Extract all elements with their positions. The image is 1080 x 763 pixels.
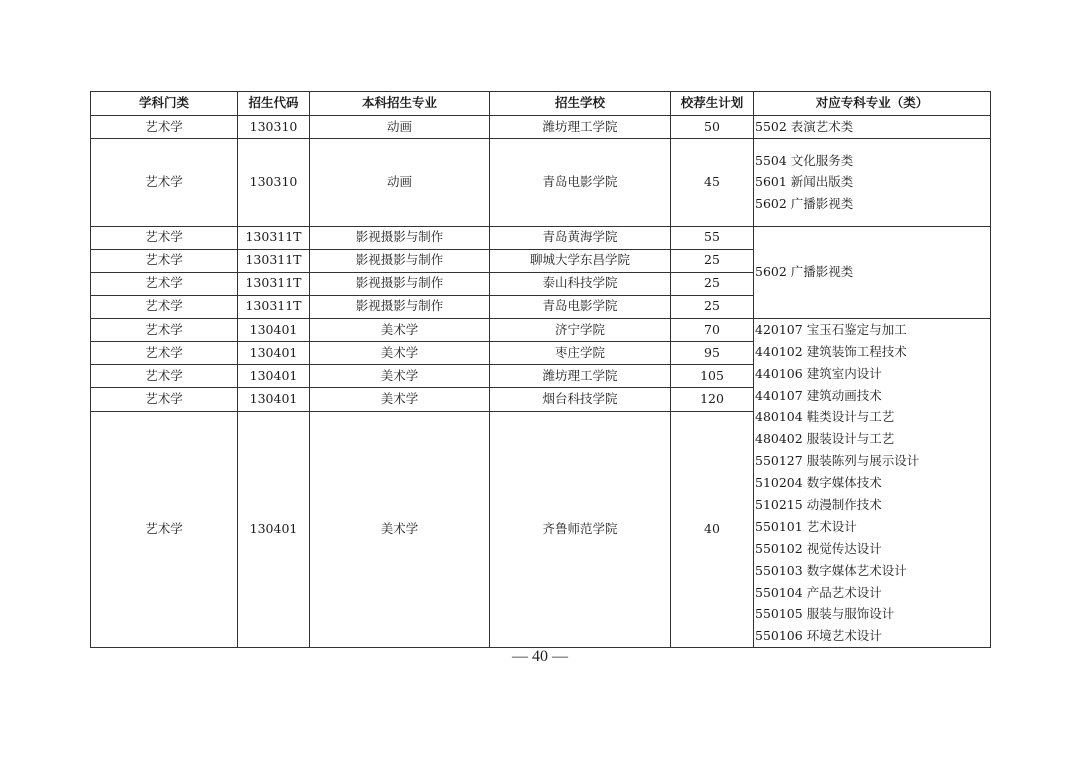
cell-cat: 艺术学 bbox=[91, 138, 238, 226]
cell-plan: 25 bbox=[671, 272, 754, 295]
cell-code: 130310 bbox=[238, 138, 310, 226]
corresponding-major-line: 5602 广播影视类 bbox=[755, 196, 854, 212]
table-row bbox=[91, 226, 991, 249]
cell-plan: 95 bbox=[671, 342, 754, 365]
cell-school: 枣庄学院 bbox=[490, 342, 671, 365]
cell-major: 美术学 bbox=[310, 365, 490, 388]
cell-cat: 艺术学 bbox=[91, 388, 238, 411]
cell-cat: 艺术学 bbox=[91, 249, 238, 272]
cell-school: 泰山科技学院 bbox=[490, 272, 671, 295]
cell-major: 美术学 bbox=[310, 342, 490, 365]
corresponding-major-line: 510215 动漫制作技术 bbox=[755, 497, 882, 513]
cell-major: 美术学 bbox=[310, 411, 490, 648]
cell-corresponding-majors bbox=[754, 226, 991, 318]
cell-school: 济宁学院 bbox=[490, 318, 671, 341]
corresponding-major-line: 440102 建筑装饰工程技术 bbox=[755, 343, 907, 359]
cell-code: 130401 bbox=[238, 411, 310, 648]
corresponding-major-line: 440107 建筑动画技术 bbox=[755, 387, 882, 403]
cell-plan: 50 bbox=[671, 116, 754, 139]
cell-code: 130401 bbox=[238, 388, 310, 411]
corresponding-major-line: 550127 服装陈列与展示设计 bbox=[755, 453, 920, 469]
table-row bbox=[91, 318, 991, 341]
cell-major: 动画 bbox=[310, 138, 490, 226]
cell-plan: 70 bbox=[671, 318, 754, 341]
cell-code: 130401 bbox=[238, 318, 310, 341]
cell-corresponding-majors bbox=[754, 138, 991, 226]
cell-corresponding-majors bbox=[754, 318, 991, 647]
majors-table bbox=[90, 91, 991, 648]
corresponding-major-line: 5504 文化服务类 bbox=[755, 152, 854, 168]
cell-code: 130401 bbox=[238, 365, 310, 388]
cell-cat: 艺术学 bbox=[91, 295, 238, 318]
cell-school: 潍坊理工学院 bbox=[490, 116, 671, 139]
cell-cat: 艺术学 bbox=[91, 318, 238, 341]
cell-major: 影视摄影与制作 bbox=[310, 272, 490, 295]
corresponding-major-line: 420107 宝玉石鉴定与加工 bbox=[755, 321, 907, 337]
cell-corresponding-majors bbox=[754, 116, 991, 139]
cell-cat: 艺术学 bbox=[91, 342, 238, 365]
cell-cat: 艺术学 bbox=[91, 226, 238, 249]
header-cell: 招生代码 bbox=[238, 92, 310, 116]
header-cell: 对应专科专业（类） bbox=[754, 92, 991, 116]
cell-school: 潍坊理工学院 bbox=[490, 365, 671, 388]
cell-plan: 40 bbox=[671, 411, 754, 648]
cell-major: 影视摄影与制作 bbox=[310, 295, 490, 318]
corresponding-major-line: 510204 数字媒体技术 bbox=[755, 475, 882, 491]
corresponding-major-line: 5502 表演艺术类 bbox=[755, 119, 854, 134]
cell-plan: 55 bbox=[671, 226, 754, 249]
table-row bbox=[91, 138, 991, 226]
header-cell: 校荐生计划 bbox=[671, 92, 754, 116]
corresponding-major-line: 550104 产品艺术设计 bbox=[755, 584, 882, 600]
corresponding-major-line: 550106 环境艺术设计 bbox=[755, 628, 882, 644]
cell-plan: 105 bbox=[671, 365, 754, 388]
cell-code: 130311T bbox=[238, 295, 310, 318]
cell-school: 青岛电影学院 bbox=[490, 138, 671, 226]
cell-plan: 25 bbox=[671, 249, 754, 272]
cell-school: 烟台科技学院 bbox=[490, 388, 671, 411]
cell-school: 青岛电影学院 bbox=[490, 295, 671, 318]
corresponding-major-line: 550101 艺术设计 bbox=[755, 518, 857, 534]
cell-school: 聊城大学东昌学院 bbox=[490, 249, 671, 272]
cell-code: 130401 bbox=[238, 342, 310, 365]
header-cell: 本科招生专业 bbox=[310, 92, 490, 116]
cell-plan: 45 bbox=[671, 138, 754, 226]
cell-code: 130311T bbox=[238, 272, 310, 295]
cell-major: 美术学 bbox=[310, 318, 490, 341]
cell-cat: 艺术学 bbox=[91, 116, 238, 139]
page-number: — 40 — bbox=[512, 648, 568, 665]
cell-code: 130311T bbox=[238, 226, 310, 249]
corresponding-major-line: 550105 服装与服饰设计 bbox=[755, 606, 895, 622]
corresponding-major-line: 480104 鞋类设计与工艺 bbox=[755, 409, 895, 425]
header-cell: 招生学校 bbox=[490, 92, 671, 116]
corresponding-major-line: 5601 新闻出版类 bbox=[755, 174, 854, 190]
cell-major: 美术学 bbox=[310, 388, 490, 411]
table-row bbox=[91, 116, 991, 139]
cell-code: 130311T bbox=[238, 249, 310, 272]
cell-cat: 艺术学 bbox=[91, 365, 238, 388]
cell-major: 动画 bbox=[310, 116, 490, 139]
cell-major: 影视摄影与制作 bbox=[310, 249, 490, 272]
corresponding-major-line: 480402 服装设计与工艺 bbox=[755, 431, 895, 447]
cell-plan: 120 bbox=[671, 388, 754, 411]
cell-school: 青岛黄海学院 bbox=[490, 226, 671, 249]
corresponding-major-line: 550102 视觉传达设计 bbox=[755, 540, 882, 556]
corresponding-major-line: 5602 广播影视类 bbox=[755, 264, 854, 280]
header-row bbox=[91, 92, 991, 116]
cell-cat: 艺术学 bbox=[91, 411, 238, 648]
cell-plan: 25 bbox=[671, 295, 754, 318]
cell-cat: 艺术学 bbox=[91, 272, 238, 295]
cell-school: 齐鲁师范学院 bbox=[490, 411, 671, 648]
corresponding-major-line: 440106 建筑室内设计 bbox=[755, 365, 882, 381]
cell-code: 130310 bbox=[238, 116, 310, 139]
cell-major: 影视摄影与制作 bbox=[310, 226, 490, 249]
header-cell: 学科门类 bbox=[91, 92, 238, 116]
corresponding-major-line: 550103 数字媒体艺术设计 bbox=[755, 562, 907, 578]
